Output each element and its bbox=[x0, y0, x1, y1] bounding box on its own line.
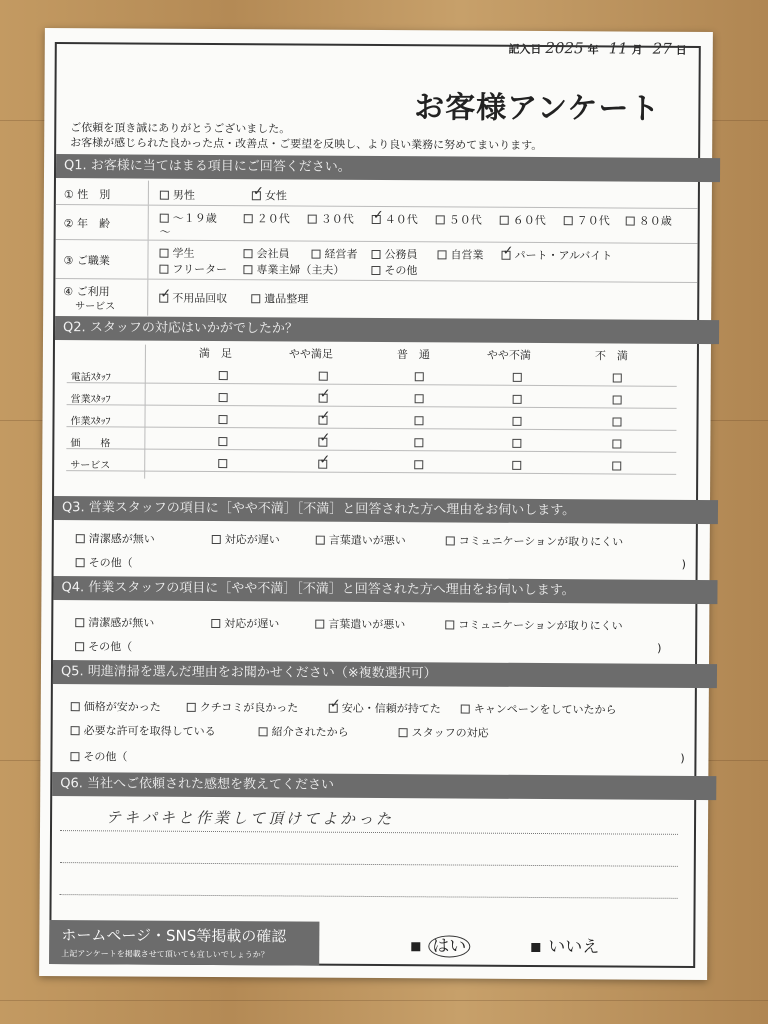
date-label: 記入日 bbox=[508, 42, 542, 57]
publish-consent-title: ホームページ・SNS等掲載の確認 bbox=[61, 926, 287, 946]
rating-row-label: 作業ｽﾀｯﾌ bbox=[70, 416, 111, 428]
age-label: ② 年 齢 bbox=[63, 217, 111, 231]
publish-consent-box bbox=[49, 920, 319, 966]
age-option-30s[interactable]: ３０代 bbox=[308, 211, 354, 227]
q4-heading: Q4. 作業スタッフの項目に［やや不満］［不満］と回答された方へ理由をお伺いします。 bbox=[53, 576, 717, 604]
rating-checkbox[interactable] bbox=[415, 372, 424, 381]
q4-option-other[interactable]: その他（ bbox=[75, 638, 132, 654]
rating-checkbox[interactable] bbox=[218, 459, 227, 468]
rating-checkbox[interactable] bbox=[219, 371, 228, 380]
rating-checkbox-checked[interactable] bbox=[318, 460, 327, 469]
q3-option-other[interactable]: その他（ bbox=[76, 554, 133, 570]
age-option-60s[interactable]: ６０代 bbox=[500, 212, 546, 228]
consent-yes[interactable] bbox=[411, 931, 470, 956]
rating-checkbox[interactable] bbox=[414, 438, 423, 447]
q5-option-license[interactable]: 必要な許可を取得している bbox=[71, 722, 216, 739]
answer-line bbox=[60, 862, 678, 867]
checkbox-checked bbox=[252, 191, 261, 200]
col-somewhat-dissatisfied: やや不満 bbox=[486, 348, 531, 362]
job-option-executive[interactable]: 経営者 bbox=[311, 246, 357, 262]
q3-option-communication[interactable]: コミュニケーションが取りにくい bbox=[446, 532, 623, 549]
square-bullet-icon bbox=[411, 942, 420, 951]
q5-option-trust[interactable]: ✓ 安心・信頼が持てた bbox=[329, 700, 441, 717]
q4-other-close: ) bbox=[657, 641, 662, 655]
publish-consent-subtitle: 上記アンケートを掲載させて頂いても宜しいでしょうか？ bbox=[61, 949, 269, 960]
q1-gender-row bbox=[56, 180, 698, 209]
age-option-50s[interactable]: ５０代 bbox=[436, 211, 482, 227]
rating-checkbox[interactable] bbox=[414, 460, 423, 469]
page-title: お客様アンケート bbox=[414, 90, 661, 127]
table-row-divider bbox=[66, 426, 676, 431]
col-neutral: 普 通 bbox=[396, 348, 430, 362]
month-value[interactable]: 11 bbox=[608, 39, 628, 58]
q1-job-row bbox=[55, 240, 697, 283]
rating-row-label: 電話ｽﾀｯﾌ bbox=[70, 372, 111, 384]
answer-line bbox=[60, 830, 678, 835]
rating-checkbox[interactable] bbox=[218, 415, 227, 424]
gender-label: ① 性 別 bbox=[63, 188, 111, 202]
q1-age-row bbox=[56, 205, 698, 244]
age-tilde: ～ bbox=[159, 225, 171, 239]
q3-option-language[interactable]: 言葉遣いが悪い bbox=[316, 532, 406, 549]
month-unit: 月 bbox=[631, 43, 643, 57]
service-label-2: サービス bbox=[75, 301, 116, 313]
age-option-20s[interactable]: ２０代 bbox=[244, 210, 290, 226]
rating-checkbox[interactable] bbox=[218, 437, 227, 446]
gender-option-female[interactable]: ✓ 女性 bbox=[252, 187, 287, 203]
table-row-divider bbox=[66, 470, 676, 475]
q5-option-referral[interactable]: 紹介されたから bbox=[259, 723, 349, 740]
rating-checkbox[interactable] bbox=[219, 393, 228, 402]
service-option-junk-removal[interactable]: ✓不用品回収 bbox=[159, 290, 227, 306]
year-value[interactable]: 2025 bbox=[545, 39, 584, 58]
answer-line bbox=[60, 894, 678, 899]
age-option-under19[interactable]: ～１９歳 bbox=[160, 210, 217, 226]
survey-sheet bbox=[39, 28, 713, 980]
q5-option-campaign[interactable]: キャンペーンをしていたから bbox=[461, 701, 617, 718]
col-dissatisfied: 不 満 bbox=[594, 349, 628, 363]
age-option-70s[interactable]: ７０代 bbox=[564, 212, 610, 228]
table-row-divider bbox=[67, 404, 677, 409]
q3-heading: Q3. 営業スタッフの項目に［やや不満］［不満］と回答された方へ理由をお伺いします。 bbox=[54, 496, 718, 524]
q2-rating-table bbox=[66, 344, 677, 498]
rating-row-label: サービス bbox=[70, 460, 111, 472]
gender-option-male[interactable]: 男性 bbox=[160, 187, 195, 203]
job-option-other[interactable]: その他 bbox=[371, 262, 417, 278]
q6-handwritten-answer[interactable]: テキパキと作業して頂けてよかった bbox=[106, 808, 395, 829]
year-unit: 年 bbox=[587, 43, 599, 57]
job-label: ③ ご職業 bbox=[63, 254, 110, 268]
col-somewhat-satisfied: やや満足 bbox=[288, 347, 333, 361]
q4-option-communication[interactable]: コミュニケーションが取りにくい bbox=[445, 616, 622, 633]
rating-checkbox[interactable] bbox=[513, 373, 522, 382]
table-row-divider bbox=[66, 448, 676, 453]
q5-other-close: ) bbox=[680, 751, 685, 765]
service-label: ④ ご利用 bbox=[63, 285, 110, 299]
no-label: いいえ bbox=[548, 937, 600, 958]
rating-row-label: 価 格 bbox=[70, 438, 111, 450]
rating-checkbox[interactable] bbox=[513, 395, 522, 404]
q4-option-slow[interactable]: 対応が遅い bbox=[211, 615, 279, 631]
q1-heading: Q1. お客様に当てはまる項目にご回答ください。 bbox=[56, 154, 720, 182]
rating-checkbox[interactable] bbox=[512, 439, 521, 448]
col-satisfied: 満 足 bbox=[198, 346, 232, 361]
q5-option-reviews[interactable]: クチコミが良かった bbox=[187, 699, 299, 716]
q5-heading: Q5. 明進清掃を選んだ理由をお聞かせください（※複数選択可） bbox=[53, 660, 717, 688]
q5-option-other[interactable]: その他（ bbox=[70, 748, 127, 764]
intro-line-2: お客様が感じられた良かった点・改善点・ご要望を反映し、より良い業務に努めてまいります。 bbox=[70, 136, 543, 153]
yes-label: はい bbox=[428, 935, 470, 957]
consent-no[interactable] bbox=[531, 932, 599, 957]
job-option-employee[interactable]: 会社員 bbox=[243, 245, 289, 261]
job-option-student[interactable]: 学生 bbox=[159, 245, 194, 261]
rating-checkbox-checked[interactable] bbox=[319, 394, 328, 403]
q5-option-price[interactable]: 価格が安かった bbox=[71, 698, 161, 715]
age-option-80s[interactable]: ８０歳 bbox=[626, 213, 672, 229]
q5-option-staff[interactable]: スタッフの対応 bbox=[399, 724, 489, 741]
job-option-homemaker[interactable]: 専業主婦（主夫） bbox=[243, 261, 344, 278]
rating-checkbox[interactable] bbox=[612, 417, 621, 426]
intro-text bbox=[70, 120, 542, 153]
rating-checkbox-checked[interactable] bbox=[318, 438, 327, 447]
job-option-civil-servant[interactable]: 公務員 bbox=[371, 246, 417, 262]
rating-checkbox-checked[interactable] bbox=[318, 416, 327, 425]
job-option-self-employed[interactable]: 自営業 bbox=[437, 246, 483, 262]
rating-checkbox[interactable] bbox=[512, 417, 521, 426]
q1-service-row bbox=[55, 279, 697, 319]
job-option-part-time[interactable]: ✓ パート・アルバイト bbox=[501, 247, 612, 264]
q6-heading: Q6. 当社へご依頼された感想を教えてください bbox=[52, 772, 716, 800]
service-option-estate-cleanup[interactable]: 遺品整理 bbox=[251, 290, 308, 306]
q2-heading: Q2. スタッフの対応はいかがでしたか？ bbox=[55, 316, 719, 344]
intro-line-1: ご依頼を頂き誠にありがとうございました。 bbox=[70, 121, 291, 136]
q4-option-language[interactable]: 言葉遣いが悪い bbox=[315, 616, 405, 633]
table-row-divider bbox=[67, 382, 677, 387]
q4-option-cleanliness[interactable]: 清潔感が無い bbox=[75, 614, 154, 630]
day-unit: 日 bbox=[675, 43, 687, 57]
rating-checkbox[interactable] bbox=[613, 373, 622, 382]
rating-checkbox[interactable] bbox=[415, 394, 424, 403]
rating-checkbox[interactable] bbox=[414, 416, 423, 425]
rating-row-label: 営業ｽﾀｯﾌ bbox=[70, 394, 111, 406]
square-bullet-icon bbox=[531, 942, 540, 951]
rating-checkbox[interactable] bbox=[613, 395, 622, 404]
form-frame bbox=[49, 39, 701, 968]
q3-option-slow[interactable]: 対応が遅い bbox=[212, 531, 280, 547]
q3-other-close: ) bbox=[681, 557, 686, 571]
rating-checkbox[interactable] bbox=[319, 372, 328, 381]
rating-checkbox[interactable] bbox=[512, 461, 521, 470]
rating-checkbox[interactable] bbox=[612, 461, 621, 470]
age-option-40s[interactable]: ✓ ４０代 bbox=[372, 211, 418, 227]
day-value[interactable]: 27 bbox=[652, 39, 672, 58]
job-option-freeter[interactable]: フリーター bbox=[159, 261, 227, 277]
checkbox bbox=[160, 190, 169, 199]
rating-checkbox[interactable] bbox=[612, 439, 621, 448]
q3-option-cleanliness[interactable]: 清潔感が無い bbox=[76, 530, 155, 546]
